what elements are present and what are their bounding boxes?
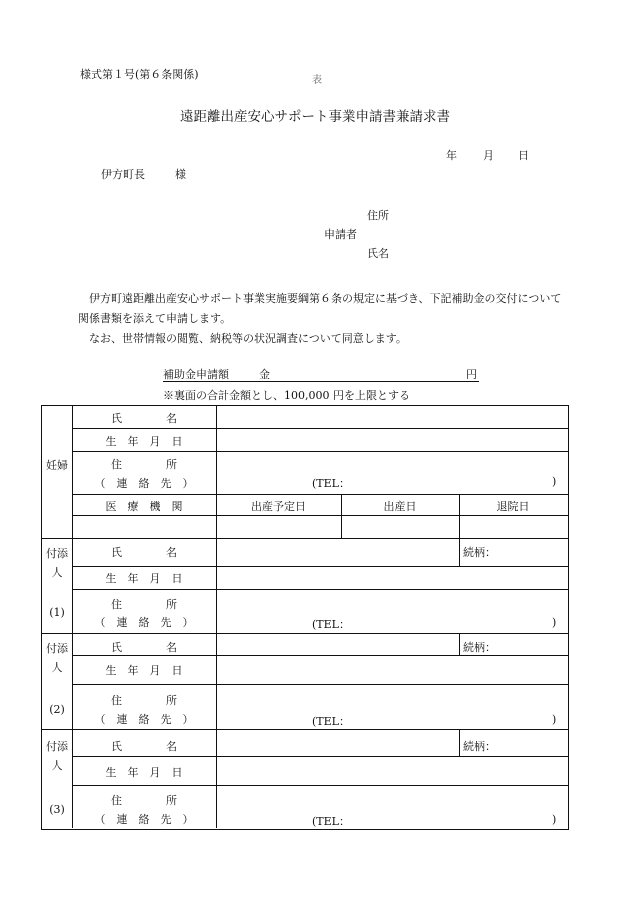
amount-label: 補助金申請額 (163, 368, 229, 381)
addressee-name: 伊方町長 (101, 168, 145, 181)
amount-line[interactable] (163, 366, 479, 382)
pregnant-name-label: 氏 名 (111, 412, 177, 425)
label-column-divider (216, 406, 217, 828)
companion-3-tel-label: (TEL： (312, 815, 350, 828)
row-divider (72, 428, 568, 429)
date-year-label: 年 (446, 149, 457, 162)
due-date-label: 出産予定日 (251, 500, 306, 513)
due-date-field[interactable] (216, 515, 341, 538)
birth-date-label: 出産日 (383, 500, 417, 513)
companion-1-tel-close: ) (552, 616, 557, 629)
companion-1-contact-label: （ 連 絡 先 ） (94, 616, 194, 629)
row-divider (72, 785, 568, 786)
companion-2-name-label: 氏 名 (111, 641, 177, 654)
row-divider (72, 566, 568, 567)
birth-date-field[interactable] (341, 515, 459, 538)
companion-3-name-label: 氏 名 (111, 740, 177, 753)
companion-2-tel-close: ) (552, 713, 557, 726)
side-label: 表 (312, 75, 322, 86)
companion-1-name-label: 氏 名 (111, 546, 177, 559)
relationship-divider (459, 538, 460, 566)
section-divider (42, 538, 568, 539)
application-table (41, 405, 569, 830)
row-divider (72, 684, 568, 685)
amount-yen-label: 円 (466, 368, 477, 381)
companion-3-address-label: 住 所 (111, 794, 177, 807)
companion-3-contact-label: （ 連 絡 先 ） (94, 813, 194, 826)
date-month-label: 月 (483, 149, 494, 162)
pregnant-heading: 妊婦 (46, 459, 68, 472)
row-divider (72, 451, 568, 452)
discharge-date-field[interactable] (459, 515, 567, 538)
amount-note: ※裏面の合計金額とし、100,000 円を上限とする (163, 389, 410, 402)
relationship-divider (459, 729, 460, 756)
date-day-label: 日 (518, 149, 529, 162)
companion-3-number: (3) (49, 803, 65, 816)
companion-2-heading: 付添人 (46, 642, 68, 674)
discharge-date-label: 退院日 (496, 500, 530, 513)
applicant-label: 申請者 (324, 228, 357, 241)
row-divider (72, 589, 568, 590)
applicant-address-label: 住所 (367, 209, 389, 222)
pregnant-contact-label: （ 連 絡 先 ） (94, 477, 194, 490)
companion-3-tel-close: ) (552, 813, 557, 826)
document-title: 遠距離出産安心サポート事業申請書兼請求書 (180, 109, 450, 125)
application-statement (78, 289, 568, 349)
companion-2-tel-label: (TEL： (312, 715, 350, 728)
companion-3-birthdate-label: 生 年 月 日 (105, 766, 183, 779)
pregnant-birthdate-label: 生 年 月 日 (105, 435, 183, 448)
addressee (101, 166, 186, 182)
companion-1-relationship-label: 続柄： (463, 546, 496, 559)
companion-2-birthdate-label: 生 年 月 日 (105, 664, 183, 677)
pregnant-address-label: 住 所 (111, 458, 177, 471)
applicant-name-label: 氏名 (367, 247, 389, 260)
companion-2-number: (2) (49, 703, 65, 716)
row-divider (72, 756, 568, 757)
companion-2-contact-label: （ 連 絡 先 ） (94, 713, 194, 726)
form-number: 様式第１号(第６条関係) (80, 68, 199, 81)
addressee-honorific: 様 (175, 168, 186, 181)
row-divider (72, 655, 568, 656)
section-divider (42, 633, 568, 634)
companion-1-heading: 付添人 (46, 547, 68, 579)
companion-3-relationship-label: 続柄： (463, 740, 496, 753)
companion-1-tel-label: (TEL： (312, 618, 350, 631)
pregnant-tel-label: (TEL： (312, 477, 350, 490)
amount-kin-label: 金 (259, 368, 270, 381)
medical-institution-label: 医 療 機 関 (105, 500, 183, 513)
statement-paragraph-2: なお、世帯情報の閲覧、納税等の状況調査について同意します。 (89, 332, 407, 345)
companion-1-address-label: 住 所 (111, 598, 177, 611)
relationship-divider (459, 633, 460, 655)
companion-1-number: (1) (49, 606, 65, 619)
section-divider (42, 729, 568, 730)
row-divider (72, 494, 568, 495)
companion-3-heading: 付添人 (46, 740, 68, 772)
companion-1-birthdate-label: 生 年 月 日 (105, 572, 183, 585)
pregnant-tel-close: ) (552, 475, 557, 488)
companion-2-relationship-label: 続柄： (463, 641, 496, 654)
companion-2-address-label: 住 所 (111, 694, 177, 707)
statement-paragraph-1: 伊方町遠距離出産安心サポート事業実施要綱第６条の規定に基づき、下記補助金の交付について関係書類を添えて申請します。 (78, 292, 562, 325)
